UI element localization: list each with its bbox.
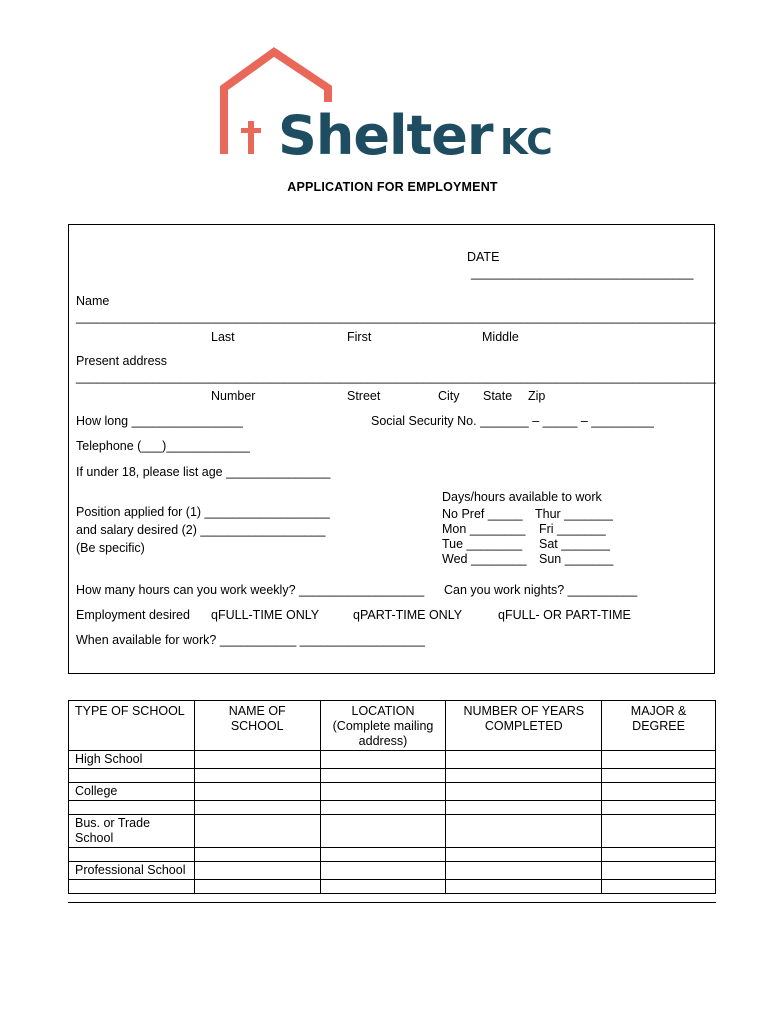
row-label-professional-school: Professional School (69, 862, 195, 880)
address-label: Present address (76, 354, 168, 368)
table-cell[interactable] (320, 751, 446, 769)
header-line: COMPLETED (484, 719, 563, 733)
page-title: APPLICATION FOR EMPLOYMENT (287, 180, 498, 194)
header-line: (Complete mailing (332, 719, 434, 733)
table-cell[interactable] (194, 848, 320, 862)
under-18-age-field[interactable]: If under 18, please list age _______________ (76, 465, 331, 479)
table-row (69, 801, 716, 815)
logo-graphic (218, 46, 558, 161)
table-cell[interactable] (194, 880, 320, 894)
day-no-pref[interactable]: No Pref _____ (442, 507, 523, 521)
table-cell[interactable] (446, 862, 602, 880)
table-cell[interactable] (194, 862, 320, 880)
table-row (69, 862, 716, 880)
day-tue[interactable]: Tue ________ (442, 537, 523, 551)
table-cell[interactable] (320, 769, 446, 783)
row-label-college: College (69, 783, 195, 801)
header-line: NAME OF (228, 704, 286, 718)
row-label-line: Bus. or Trade (75, 816, 151, 830)
day-sun[interactable]: Sun _______ (539, 552, 614, 566)
position-choice-1[interactable]: Position applied for (1) __________________ (76, 505, 330, 519)
when-available-field[interactable]: When available for work? ___________ __________________ (76, 633, 425, 647)
table-cell[interactable] (602, 815, 716, 848)
table-cell (69, 769, 195, 783)
row-label-line: School (75, 831, 114, 845)
header-line: MAJOR & (630, 704, 687, 718)
option-full-time-label: FULL-TIME ONLY (217, 608, 320, 622)
row-label-high-school: High School (69, 751, 195, 769)
ssn-field[interactable]: Social Security No. _______ – _____ – _________ (371, 414, 654, 428)
table-cell[interactable] (194, 783, 320, 801)
employment-desired-label: Employment desired (76, 608, 190, 622)
header-type-of-school (69, 701, 195, 751)
table-cell[interactable] (194, 815, 320, 848)
table-row (69, 783, 716, 801)
table-cell[interactable] (602, 848, 716, 862)
name-last-caption: Last (211, 330, 235, 344)
header-line: DEGREE (632, 719, 685, 733)
day-fri[interactable]: Fri _______ (539, 522, 606, 536)
education-header-row (69, 701, 716, 751)
table-cell[interactable] (446, 751, 602, 769)
header-major-degree (602, 701, 716, 751)
day-wed[interactable]: Wed ________ (442, 552, 527, 566)
option-part-time[interactable] (353, 608, 462, 622)
table-row (69, 769, 716, 783)
days-available-title: Days/hours available to work (442, 490, 602, 504)
table-cell[interactable] (320, 783, 446, 801)
table-row (69, 848, 716, 862)
hours-weekly-field[interactable]: How many hours can you work weekly? __________________ (76, 583, 425, 597)
nights-field[interactable]: Can you work nights? __________ (444, 583, 638, 597)
how-long-field[interactable]: How long ________________ (76, 414, 243, 428)
table-cell[interactable] (446, 801, 602, 815)
table-row (69, 815, 716, 848)
address-number-caption: Number (211, 389, 256, 403)
table-cell[interactable] (602, 769, 716, 783)
table-cell (69, 848, 195, 862)
table-row (69, 751, 716, 769)
bottom-divider (68, 902, 716, 903)
table-cell[interactable] (320, 880, 446, 894)
checkbox-icon[interactable]: q (353, 608, 360, 622)
name-middle-caption: Middle (482, 330, 519, 344)
name-field[interactable]: ____________________________________________________________________________________________ (76, 310, 716, 324)
table-cell[interactable] (320, 848, 446, 862)
option-full-time[interactable] (211, 608, 319, 622)
table-cell[interactable] (320, 815, 446, 848)
name-label: Name (76, 294, 110, 308)
table-cell (69, 880, 195, 894)
address-field[interactable]: ____________________________________________________________________________________________ (76, 370, 716, 384)
table-cell[interactable] (446, 783, 602, 801)
checkbox-icon[interactable]: q (211, 608, 218, 622)
header-years-completed (446, 701, 602, 751)
cross-horizontal (241, 128, 261, 133)
table-cell (69, 801, 195, 815)
date-label: DATE (467, 250, 500, 264)
table-cell[interactable] (446, 848, 602, 862)
application-form-box (68, 224, 715, 674)
header-line: TYPE OF SCHOOL (75, 704, 185, 718)
address-street-caption: Street (347, 389, 381, 403)
position-note: (Be specific) (76, 541, 145, 555)
shelter-kc-logo (218, 46, 558, 161)
cross-vertical (248, 121, 254, 154)
header-line: SCHOOL (230, 719, 284, 733)
table-cell[interactable] (320, 801, 446, 815)
table-cell[interactable] (194, 751, 320, 769)
option-full-or-part-time[interactable] (498, 608, 631, 622)
table-cell[interactable] (602, 801, 716, 815)
date-field[interactable]: ________________________________ (471, 266, 694, 280)
table-row (69, 880, 716, 894)
table-cell[interactable] (602, 751, 716, 769)
address-state-caption: State (483, 389, 513, 403)
header-line: LOCATION (351, 704, 415, 718)
table-cell[interactable] (194, 769, 320, 783)
logo-text-main: Shelter (278, 104, 493, 161)
table-cell[interactable] (602, 783, 716, 801)
education-table (68, 700, 716, 894)
logo-text-suffix: KC (500, 122, 553, 161)
table-cell[interactable] (446, 880, 602, 894)
header-name-of-school (194, 701, 320, 751)
table-cell[interactable] (602, 862, 716, 880)
table-cell[interactable] (320, 862, 446, 880)
day-sat[interactable]: Sat _______ (539, 537, 610, 551)
row-label-trade-school (69, 815, 195, 848)
day-mon[interactable]: Mon ________ (442, 522, 526, 536)
address-zip-caption: Zip (528, 389, 546, 403)
table-cell[interactable] (446, 815, 602, 848)
address-city-caption: City (438, 389, 460, 403)
position-choice-2[interactable]: and salary desired (2) __________________ (76, 523, 326, 537)
telephone-field[interactable]: Telephone (___)____________ (76, 439, 250, 453)
option-part-time-label: PART-TIME ONLY (359, 608, 463, 622)
header-line: NUMBER OF YEARS (463, 704, 585, 718)
checkbox-icon[interactable]: q (498, 608, 505, 622)
table-cell[interactable] (446, 769, 602, 783)
table-cell[interactable] (602, 880, 716, 894)
header-location (320, 701, 446, 751)
table-cell[interactable] (194, 801, 320, 815)
option-full-or-part-time-label: FULL- OR PART-TIME (504, 608, 631, 622)
day-thur[interactable]: Thur _______ (535, 507, 613, 521)
name-first-caption: First (347, 330, 372, 344)
header-line: address) (358, 734, 408, 748)
